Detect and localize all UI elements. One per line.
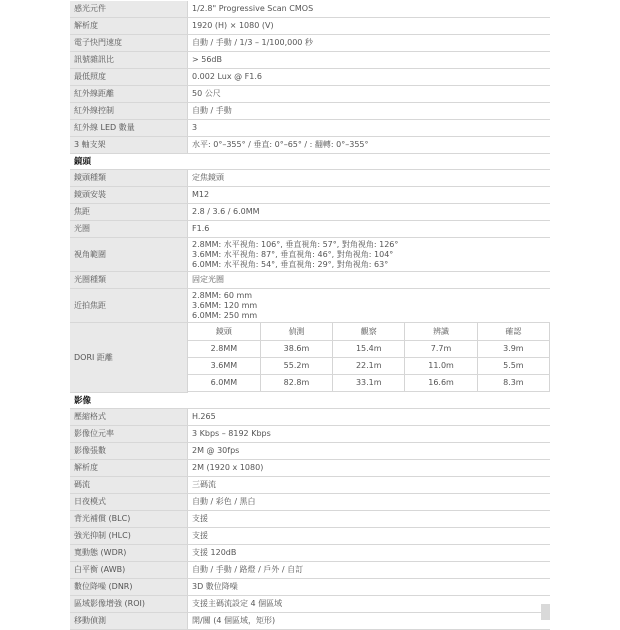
spec-row — [70, 272, 550, 289]
spec-row — [70, 170, 550, 187]
section-header-row — [70, 154, 550, 170]
spec-row — [70, 613, 550, 630]
spec-row — [70, 103, 550, 120]
spec-row — [70, 562, 550, 579]
spec-row — [70, 460, 550, 477]
dori-cell: 2.8MM — [188, 341, 260, 358]
fov-line: 2.8MM: 水平視角: 106°, 垂直視角: 57°, 對角視角: 126° — [192, 239, 399, 249]
spec-value: 1920 (H) × 1080 (V) — [188, 18, 551, 35]
dori-row — [188, 341, 550, 358]
spec-label: 解析度 — [70, 460, 188, 477]
dori-header: 辨識 — [405, 324, 477, 341]
dori-header-row — [188, 324, 550, 341]
spec-row — [70, 137, 550, 154]
spec-sheet — [70, 0, 550, 630]
spec-row — [70, 187, 550, 204]
spec-label: 光圈種類 — [70, 272, 188, 289]
spec-label: 鏡頭種類 — [70, 170, 188, 187]
spec-label: 紅外線 LED 數量 — [70, 120, 188, 137]
dori-cell: 55.2m — [260, 358, 332, 375]
spec-value — [188, 238, 551, 272]
spec-value: M12 — [188, 187, 551, 204]
spec-value: 固定光圈 — [188, 272, 551, 289]
dori-cell: 11.0m — [405, 358, 477, 375]
spec-value: 自動 / 手動 / 路燈 / 戶外 / 自訂 — [188, 562, 551, 579]
dori-header: 確認 — [477, 324, 549, 341]
spec-value: 2.8 / 3.6 / 6.0MM — [188, 204, 551, 221]
dori-cell: 5.5m — [477, 358, 549, 375]
spec-label: 電子快門速度 — [70, 35, 188, 52]
spec-label: 白平衡 (AWB) — [70, 562, 188, 579]
fov-line: 6.0MM: 水平視角: 54°, 垂直視角: 29°, 對角視角: 63° — [192, 259, 389, 269]
section-title-video: 影像 — [70, 393, 550, 409]
dori-cell: 16.6m — [405, 375, 477, 392]
spec-label: 數位降噪 (DNR) — [70, 579, 188, 596]
spec-value: 自動 / 手動 — [188, 103, 551, 120]
dori-cell: 15.4m — [333, 341, 405, 358]
spec-row — [70, 579, 550, 596]
spec-label: 訊號雜訊比 — [70, 52, 188, 69]
dori-row — [188, 358, 550, 375]
spec-label: 壓縮格式 — [70, 409, 188, 426]
spec-label: 光圈 — [70, 221, 188, 238]
spec-label: 強光抑制 (HLC) — [70, 528, 188, 545]
spec-row — [70, 120, 550, 137]
spec-row — [70, 511, 550, 528]
dori-table — [188, 323, 550, 392]
spec-row — [70, 494, 550, 511]
spec-row — [70, 528, 550, 545]
spec-value: 3D 數位降噪 — [188, 579, 551, 596]
dori-header: 偵測 — [260, 324, 332, 341]
dori-table-cell — [188, 323, 551, 393]
dori-cell: 3.6MM — [188, 358, 260, 375]
spec-row — [70, 69, 550, 86]
spec-row — [70, 443, 550, 460]
spec-label: 焦距 — [70, 204, 188, 221]
spec-label: 解析度 — [70, 18, 188, 35]
dori-cell: 82.8m — [260, 375, 332, 392]
spec-value: 3 Kbps – 8192 Kbps — [188, 426, 551, 443]
fov-line: 3.6MM: 水平視角: 87°, 垂直視角: 46°, 對角視角: 104° — [192, 249, 394, 259]
spec-row-fov — [70, 238, 550, 272]
spec-label: 紅外線控制 — [70, 103, 188, 120]
close-focus-line: 6.0MM: 250 mm — [192, 310, 258, 320]
spec-row — [70, 1, 550, 18]
close-focus-line: 2.8MM: 60 mm — [192, 290, 253, 300]
spec-label: 寬動態 (WDR) — [70, 545, 188, 562]
spec-value: 50 公尺 — [188, 86, 551, 103]
scrollbar-thumb[interactable] — [541, 604, 550, 620]
spec-value — [188, 289, 551, 323]
spec-row — [70, 86, 550, 103]
close-focus-line: 3.6MM: 120 mm — [192, 300, 258, 310]
spec-value: 1/2.8" Progressive Scan CMOS — [188, 1, 551, 18]
spec-label: 日夜模式 — [70, 494, 188, 511]
spec-value: 2M (1920 x 1080) — [188, 460, 551, 477]
spec-value: F1.6 — [188, 221, 551, 238]
spec-value: > 56dB — [188, 52, 551, 69]
spec-label: 影像張數 — [70, 443, 188, 460]
spec-value: 開/關 (4 個區域，矩形) — [188, 613, 551, 630]
spec-value: 三碼流 — [188, 477, 551, 494]
dori-cell: 22.1m — [333, 358, 405, 375]
section-title-lens: 鏡頭 — [70, 154, 550, 170]
spec-row — [70, 52, 550, 69]
spec-label: 感光元件 — [70, 1, 188, 18]
spec-label: 近拍焦距 — [70, 289, 188, 323]
spec-value: 定焦鏡頭 — [188, 170, 551, 187]
spec-label: 移動偵測 — [70, 613, 188, 630]
spec-label: 碼流 — [70, 477, 188, 494]
spec-label: 3 軸支架 — [70, 137, 188, 154]
spec-row — [70, 545, 550, 562]
spec-row — [70, 18, 550, 35]
spec-row — [70, 204, 550, 221]
spec-row — [70, 221, 550, 238]
spec-label: 紅外線距離 — [70, 86, 188, 103]
spec-value: H.265 — [188, 409, 551, 426]
spec-value: 支援 120dB — [188, 545, 551, 562]
dori-cell: 3.9m — [477, 341, 549, 358]
spec-row — [70, 409, 550, 426]
dori-cell: 7.7m — [405, 341, 477, 358]
spec-value: 支援 — [188, 528, 551, 545]
spec-row-dori — [70, 323, 550, 393]
spec-row — [70, 477, 550, 494]
spec-value: 3 — [188, 120, 551, 137]
spec-row — [70, 35, 550, 52]
dori-cell: 8.3m — [477, 375, 549, 392]
spec-label: 影像位元率 — [70, 426, 188, 443]
spec-table — [70, 0, 550, 630]
dori-row — [188, 375, 550, 392]
spec-label: 鏡頭安裝 — [70, 187, 188, 204]
spec-label: DORI 距離 — [70, 323, 188, 393]
spec-value: 2M @ 30fps — [188, 443, 551, 460]
spec-label: 背光補償 (BLC) — [70, 511, 188, 528]
spec-label: 最低照度 — [70, 69, 188, 86]
spec-value: 0.002 Lux @ F1.6 — [188, 69, 551, 86]
spec-label: 視角範圍 — [70, 238, 188, 272]
spec-value: 自動 / 彩色 / 黑白 — [188, 494, 551, 511]
spec-value: 支援 — [188, 511, 551, 528]
dori-cell: 6.0MM — [188, 375, 260, 392]
dori-cell: 38.6m — [260, 341, 332, 358]
spec-row-close-focus — [70, 289, 550, 323]
spec-row — [70, 596, 550, 613]
dori-header: 觀察 — [333, 324, 405, 341]
spec-value: 支援主碼流設定 4 個區域 — [188, 596, 551, 613]
section-header-row — [70, 393, 550, 409]
dori-cell: 33.1m — [333, 375, 405, 392]
spec-value: 自動 / 手動 / 1/3 – 1/100,000 秒 — [188, 35, 551, 52]
spec-row — [70, 426, 550, 443]
spec-label: 區域影像增強 (ROI) — [70, 596, 188, 613]
dori-header: 鏡頭 — [188, 324, 260, 341]
spec-value: 水平: 0°–355° / 垂直: 0°–65° / : 翻轉: 0°–355° — [188, 137, 551, 154]
